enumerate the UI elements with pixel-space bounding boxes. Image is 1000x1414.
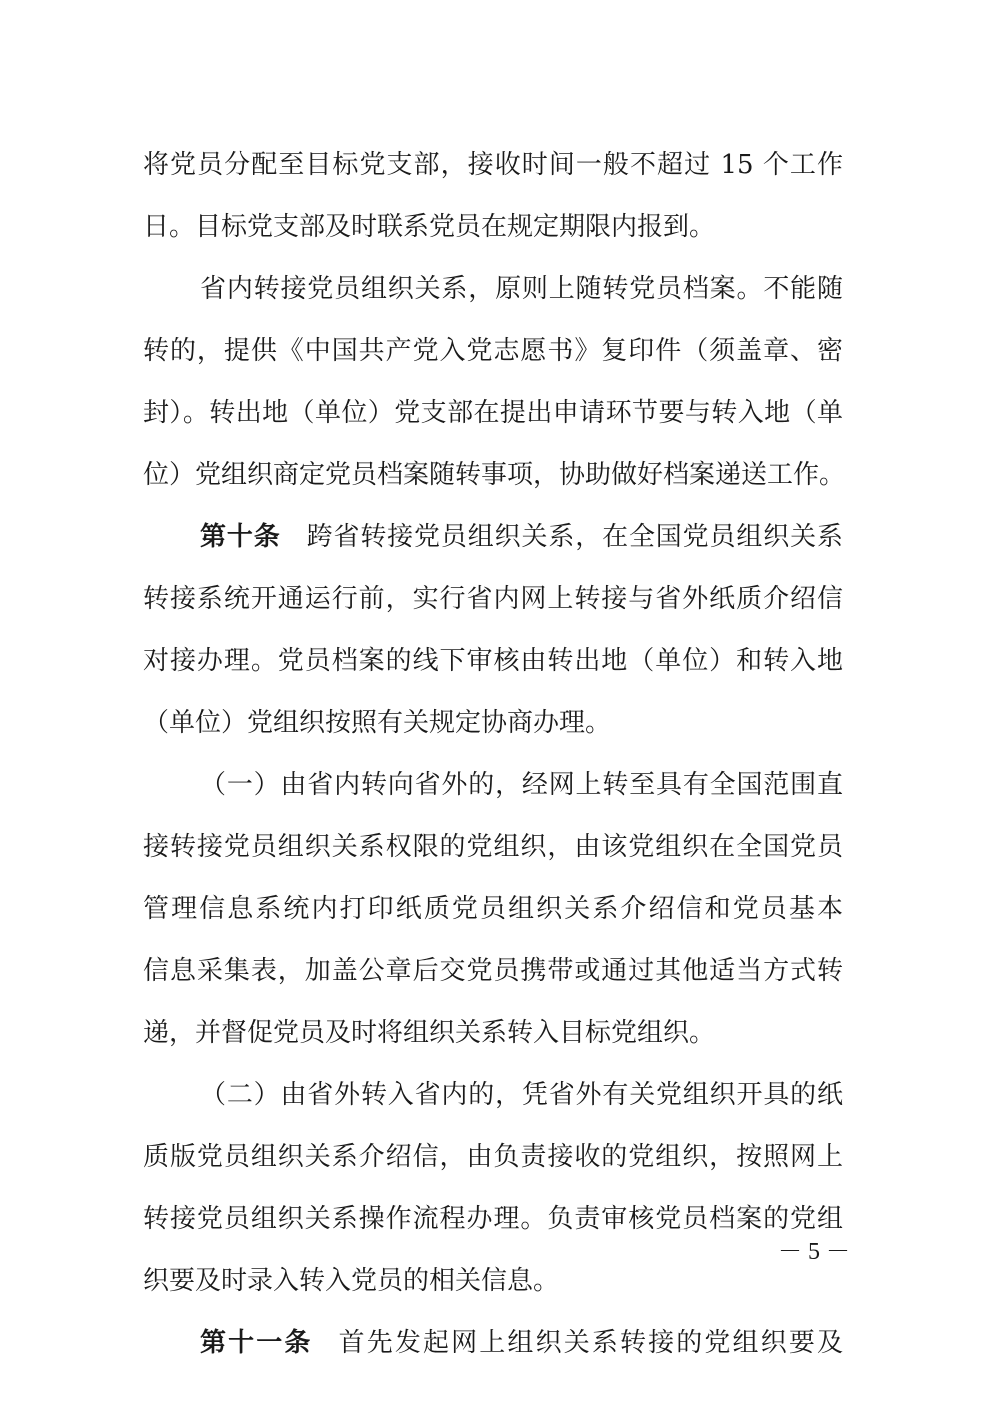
paragraph-line: （二）由省外转入省内的，凭省外有关党组织开具的纸 [200,1080,843,1110]
article-11-first-line [200,1326,843,1360]
paragraph-line: 信息采集表，加盖公章后交党员携带或通过其他适当方式转 [143,956,843,986]
paragraph-line: 省内转接党员组织关系，原则上随转党员档案。不能随 [200,274,843,304]
paragraph-line: 首先发起网上组织关系转接的党组织要及 [338,1328,843,1358]
article-10-label: 第十条 [200,522,281,552]
article-11-label: 第十一条 [200,1328,313,1358]
paragraph-line: 接转接党员组织关系权限的党组织，由该党组织在全国党员 [143,832,843,862]
paragraph-line: 管理信息系统内打印纸质党员组织关系介绍信和党员基本 [143,894,843,924]
paragraph-line: 将党员分配至目标党支部，接收时间一般不超过 15 个工作 [143,150,843,180]
paragraph-line: （单位）党组织按照有关规定协商办理。 [143,708,612,738]
paragraph-line: 质版党员组织关系介绍信，由负责接收的党组织，按照网上 [143,1142,843,1172]
paragraph-line: 织要及时录入转入党员的相关信息。 [143,1266,560,1296]
paragraph-line: 对接办理。党员档案的线下审核由转出地（单位）和转入地 [143,646,843,676]
paragraph-line: 跨省转接党员组织关系，在全国党员组织关系 [306,522,843,552]
paragraph-line: 日。目标党支部及时联系党员在规定期限内报到。 [143,212,716,242]
article-10-first-line [200,520,843,554]
paragraph-line: 转的，提供《中国共产党入党志愿书》复印件（须盖章、密 [143,336,843,366]
page-number: － 5 － [778,1239,850,1265]
paragraph-line: 递，并督促党员及时将组织关系转入目标党组织。 [143,1018,716,1048]
paragraph-line: 转接系统开通运行前，实行省内网上转接与省外纸质介绍信 [143,584,843,614]
paragraph-line: 封）。转出地（单位）党支部在提出申请环节要与转入地（单 [143,398,843,428]
paragraph-line: 转接党员组织关系操作流程办理。负责审核党员档案的党组 [143,1204,843,1234]
paragraph-line: （一）由省内转向省外的，经网上转至具有全国范围直 [200,770,843,800]
paragraph-line: 位）党组织商定党员档案随转事项，协助做好档案递送工作。 [143,460,846,490]
